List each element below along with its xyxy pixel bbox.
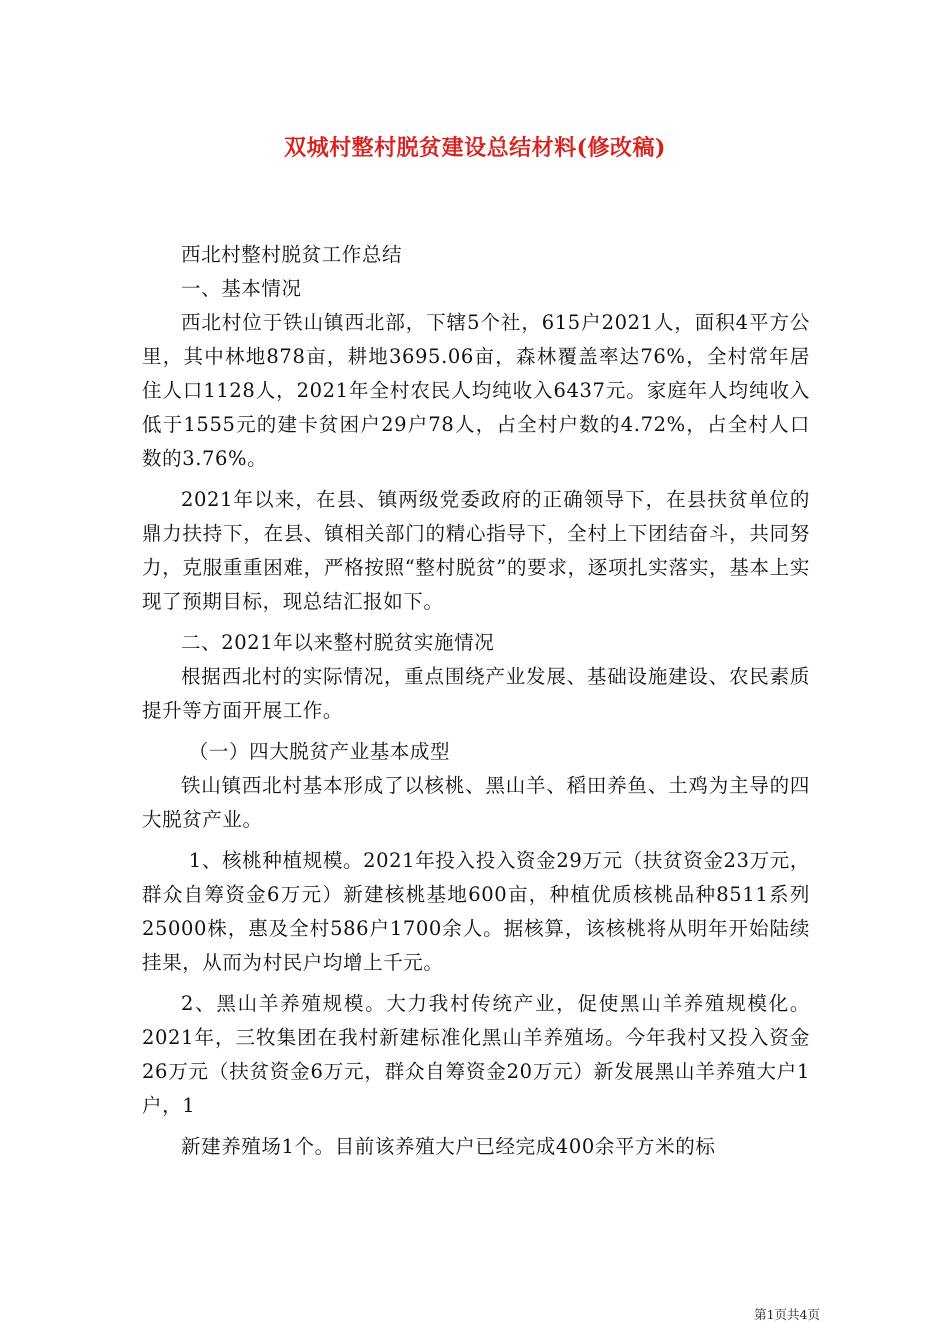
subsection-heading: （一）四大脱贫产业基本成型 bbox=[188, 740, 451, 763]
page-number: 第1页共4页 bbox=[754, 1307, 820, 1322]
body-paragraph: 西北村位于铁山镇西北部，下辖5个社，615户2021人，面积4平方公里，其中林地878亩，耕地3695.06亩，森林覆盖率达76%，全村常年居住人口1128人，2021年全村农民人均纯收入6437元。家庭年人均纯收入低于1555元的建卡贫困户29户78人，占全村户数的4.72%，占全村人口数的3.76%。 bbox=[142, 311, 810, 470]
body-paragraph: 根据西北村的实际情况，重点围绕产业发展、基础设施建设、农民素质提升等方面开展工作。 bbox=[142, 665, 810, 722]
body-paragraph: 铁山镇西北村基本形成了以核桃、黑山羊、稻田养鱼、土鸡为主导的四大脱贫产业。 bbox=[142, 774, 810, 831]
body-paragraph: 新建养殖场1个。目前该养殖大户已经完成400余平方米的标 bbox=[181, 1135, 716, 1158]
body-paragraph: 2、黑山羊养殖规模。大力我村传统产业，促使黑山羊养殖规模化。2021年，三牧集团在我村新建标准化黑山羊养殖场。今年我村又投入资金26万元（扶贫资金6万元，群众自筹资金20万元）新发展黑山羊养殖大户1户，1 bbox=[142, 992, 810, 1117]
document-body bbox=[142, 238, 810, 1164]
section-heading: 西北村整村脱贫工作总结 bbox=[181, 243, 403, 266]
document-title: 双城村整村脱贫建设总结材料(修改稿) bbox=[284, 135, 666, 161]
body-paragraph: 2021年以来，在县、镇两级党委政府的正确领导下，在县扶贫单位的鼎力扶持下，在县、镇相关部门的精心指导下，全村上下团结奋斗，共同努力，克服重重困难，严格按照“整村脱贫”的要求，逐项扎实落实，基本上实现了预期目标，现总结汇报如下。 bbox=[142, 488, 810, 613]
body-paragraph: 1、核桃种植规模。2021年投入投入资金29万元（扶贫资金23万元，群众自筹资金6万元）新建核桃基地600亩，种植优质核桃品种8511系列25000株，惠及全村586户1700余人。据核算，该核桃将从明年开始陆续挂果，从而为村民户均增上千元。 bbox=[142, 849, 810, 974]
section-heading: 一、基本情况 bbox=[181, 277, 302, 300]
section-heading: 二、2021年以来整村脱贫实施情况 bbox=[181, 631, 495, 654]
